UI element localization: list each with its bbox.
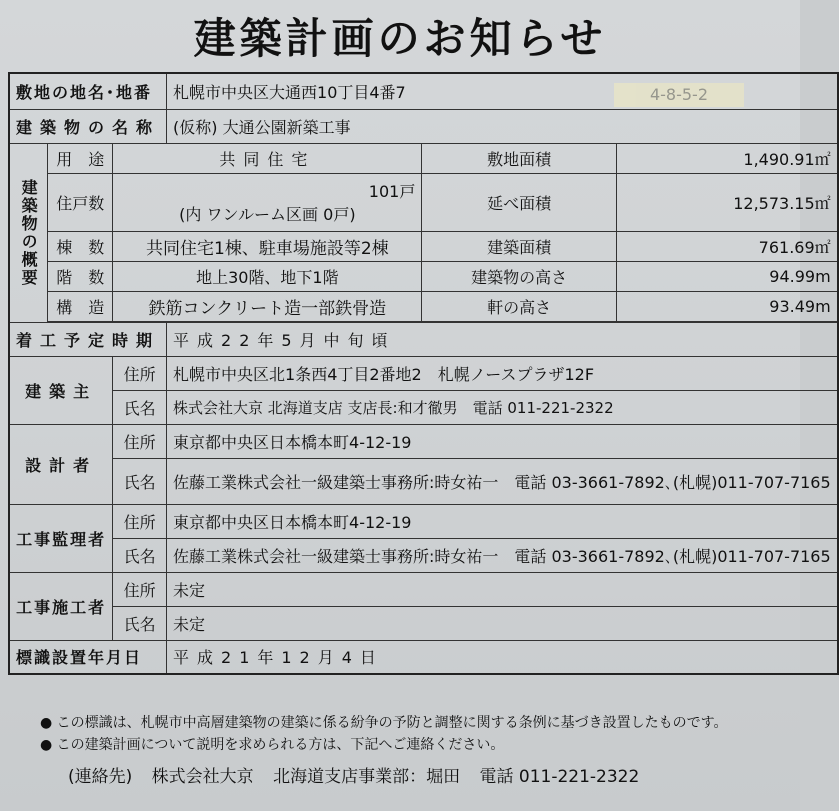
notice-table — [8, 72, 839, 675]
owner-label: 建築主 — [9, 356, 113, 424]
site-area-value: 1,490.91㎡ — [616, 143, 837, 173]
units-oneroom: (内 ワンルーム区画 0戸) — [179, 205, 356, 224]
eave-height-value: 93.49m — [616, 291, 837, 321]
notice-title: 建築計画のお知らせ — [193, 14, 607, 63]
designer-name: 佐藤工業株式会社一級建築士事務所:時女祐一 電話 03-3661-7892､(札幌)011-707-7165 — [167, 458, 838, 504]
units-value — [113, 173, 422, 231]
floor-area-value: 12,573.15㎡ — [616, 173, 837, 231]
site-label: 敷地の地名･地番 — [9, 73, 167, 109]
designer-name-row — [9, 458, 838, 504]
overview-row-structure — [9, 291, 838, 321]
use-value: 共同住宅 — [113, 143, 422, 173]
floors-value: 地上30階、地下1階 — [113, 261, 422, 291]
floors-label: 階 数 — [48, 261, 113, 291]
notes — [40, 712, 780, 756]
overview-label: 建築物の概要 — [9, 143, 48, 322]
overview-row-buildings — [9, 231, 838, 261]
building-area-value: 761.69㎡ — [616, 231, 837, 261]
owner-addr-row — [9, 356, 838, 390]
owner-name-row — [9, 390, 838, 424]
owner-name-label: 氏名 — [113, 390, 167, 424]
overview-row-floors — [9, 261, 838, 291]
designer-name-label: 氏名 — [113, 458, 167, 504]
contractor-name-row — [9, 606, 838, 640]
building-area-label: 建築面積 — [422, 231, 617, 261]
eave-height-label: 軒の高さ — [422, 291, 617, 321]
note-item: ● この標識は、札幌市中高層建築物の建築に係る紛争の予防と調整に関する条例に基づき設置したものです。 — [40, 715, 728, 731]
units-label: 住戸数 — [48, 173, 113, 231]
buildings-label: 棟 数 — [48, 231, 113, 261]
posted-value: 平成21年12月4日 — [167, 640, 838, 674]
designer-addr: 東京都中央区日本橋本町4-12-19 — [167, 424, 838, 458]
contractor-addr-row — [9, 572, 838, 606]
contact-prefix: (連絡先) — [68, 767, 133, 787]
building-name-row — [9, 109, 838, 143]
start-label: 着工予定時期 — [9, 322, 167, 356]
overview-row-units — [9, 173, 838, 231]
owner-name: 株式会社大京 北海道支店 支店長:和才徹男 電話 011-221-2322 — [167, 390, 838, 424]
start-value: 平成22年5月中旬頃 — [167, 322, 838, 356]
contractor-addr: 未定 — [167, 572, 838, 606]
posted-row — [9, 640, 838, 674]
site-area-label: 敷地面積 — [422, 143, 617, 173]
use-label: 用 途 — [48, 143, 113, 173]
contact-phone: 電話 011-221-2322 — [479, 767, 640, 787]
building-name-label: 建築物の名称 — [9, 109, 167, 143]
posted-label: 標識設置年月日 — [9, 640, 167, 674]
floor-area-label: 延べ面積 — [422, 173, 617, 231]
supervisor-label: 工事監理者 — [9, 504, 113, 572]
contractor-addr-label: 住所 — [113, 572, 167, 606]
contractor-name-label: 氏名 — [113, 606, 167, 640]
supervisor-name-label: 氏名 — [113, 538, 167, 572]
designer-label: 設計者 — [9, 424, 113, 504]
supervisor-addr: 東京都中央区日本橋本町4-12-19 — [167, 504, 838, 538]
structure-label: 構 造 — [48, 291, 113, 321]
lot-number-sticker: 4-8-5-2 — [614, 83, 744, 107]
overview-row-use — [9, 143, 838, 173]
buildings-value: 共同住宅1棟、駐車場施設等2棟 — [113, 231, 422, 261]
designer-addr-row — [9, 424, 838, 458]
owner-addr-label: 住所 — [113, 356, 167, 390]
units-count: 101戸 — [368, 182, 416, 201]
designer-addr-label: 住所 — [113, 424, 167, 458]
height-value: 94.99m — [616, 261, 837, 291]
structure-value: 鉄筋コンクリート造一部鉄骨造 — [113, 291, 422, 321]
site-value: 札幌市中央区大通西10丁目4番7 — [167, 73, 838, 109]
start-row — [9, 322, 838, 356]
contact-line — [68, 762, 788, 787]
supervisor-name-row — [9, 538, 838, 572]
supervisor-addr-row — [9, 504, 838, 538]
contractor-label: 工事施工者 — [9, 572, 113, 640]
supervisor-name: 佐藤工業株式会社一級建築士事務所:時女祐一 電話 03-3661-7892､(札幌)011-707-7165 — [167, 538, 838, 572]
contact-company: 株式会社大京 — [151, 767, 254, 787]
building-name-value: (仮称) 大通公園新築工事 — [167, 109, 838, 143]
contact-dept: 北海道支店事業部：堀田 — [273, 767, 461, 787]
height-label: 建築物の高さ — [422, 261, 617, 291]
contractor-name: 未定 — [167, 606, 838, 640]
supervisor-addr-label: 住所 — [113, 504, 167, 538]
note-item: ● この建築計画について説明を求められる方は、下記へご連絡ください。 — [40, 737, 505, 753]
owner-addr: 札幌市中央区北1条西4丁目2番地2 札幌ノースプラザ12F — [167, 356, 838, 390]
